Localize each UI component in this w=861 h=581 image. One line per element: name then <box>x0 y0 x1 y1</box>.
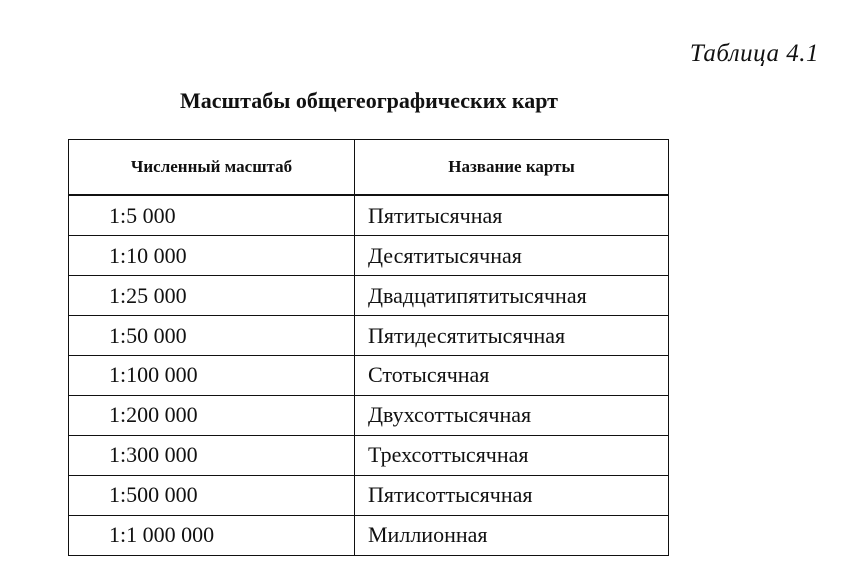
map-name-cell: Пятидесятитысячная <box>355 316 669 356</box>
table-title: Масштабы общегеографических карт <box>180 88 558 113</box>
map-name-cell: Пятисоттысячная <box>355 475 669 515</box>
header-numeric-scale: Численный масштаб <box>69 140 355 196</box>
scale-cell: 1:100 000 <box>69 356 355 396</box>
table-row <box>69 356 669 396</box>
scale-cell: 1:10 000 <box>69 236 355 276</box>
scale-cell: 1:200 000 <box>69 395 355 435</box>
table-row <box>69 435 669 475</box>
table-row <box>69 195 669 236</box>
table-header-row <box>69 140 669 196</box>
table-row <box>69 236 669 276</box>
scale-cell: 1:1 000 000 <box>69 515 355 555</box>
header-map-name: Название карты <box>355 140 669 196</box>
scale-cell: 1:50 000 <box>69 316 355 356</box>
scale-cell: 1:300 000 <box>69 435 355 475</box>
table-row <box>69 316 669 356</box>
map-name-cell: Миллионная <box>355 515 669 555</box>
map-name-cell: Двадцатипятитысячная <box>355 276 669 316</box>
scale-cell: 1:25 000 <box>69 276 355 316</box>
map-scales-table <box>68 139 669 556</box>
map-name-cell: Двухсоттысячная <box>355 395 669 435</box>
scale-cell: 1:500 000 <box>69 475 355 515</box>
table-number-label: Таблица 4.1 <box>689 40 819 67</box>
map-name-cell: Пятитысячная <box>355 195 669 236</box>
table-row <box>69 395 669 435</box>
map-name-cell: Стотысячная <box>355 356 669 396</box>
table-row <box>69 475 669 515</box>
map-name-cell: Десятитысячная <box>355 236 669 276</box>
scale-cell: 1:5 000 <box>69 195 355 236</box>
table-row <box>69 515 669 555</box>
table-row <box>69 276 669 316</box>
map-name-cell: Трехсоттысячная <box>355 435 669 475</box>
